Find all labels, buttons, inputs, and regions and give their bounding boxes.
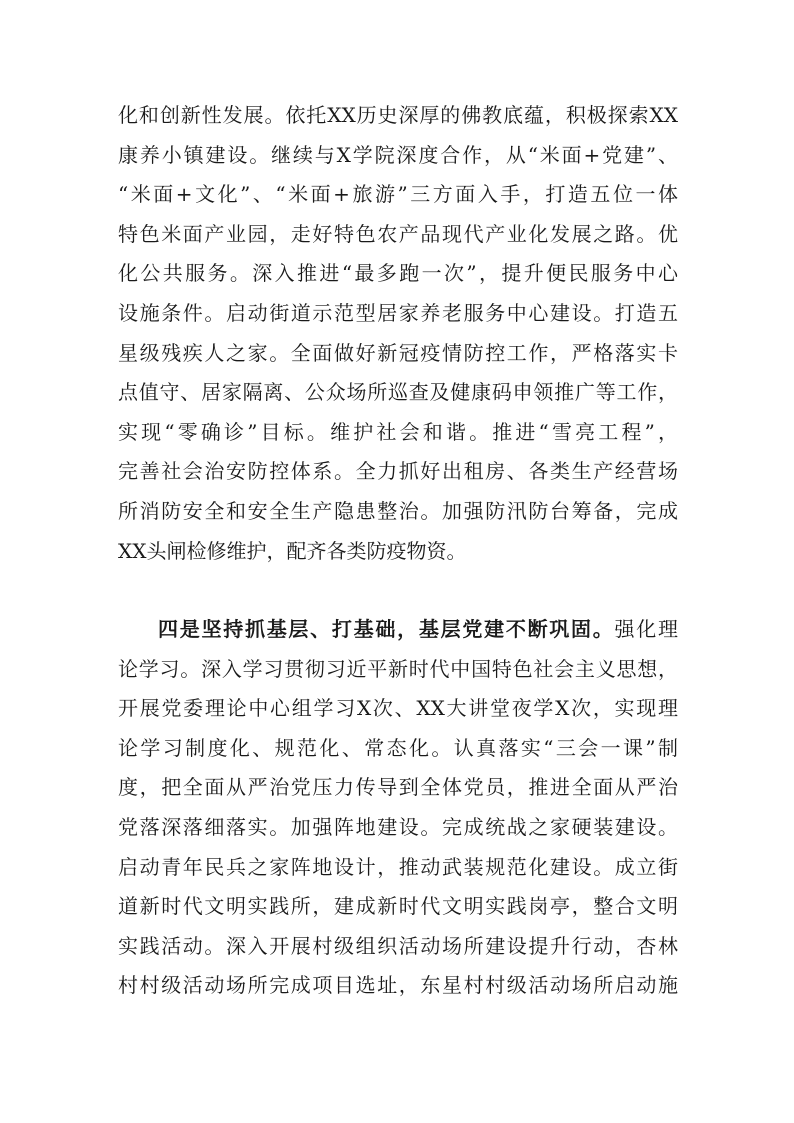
text-line: 实现“零确诊”目标。维护社会和谐。推进“雪亮工程”， — [118, 419, 678, 444]
text-line: 度，把全面从严治党压力传导到全体党员，推进全面从严治 — [118, 775, 678, 800]
paragraph-first-line-rest: 强化理 — [614, 617, 678, 641]
text-line: 特色米面产业园，走好特色农产品现代产业化发展之路。优 — [118, 221, 678, 246]
text-line: 设施条件。启动街道示范型居家养老服务中心建设。打造五 — [118, 300, 678, 325]
text-line: 论学习。深入学习贯彻习近平新时代中国特色社会主义思想， — [118, 656, 678, 681]
paragraph-party-building — [118, 610, 678, 1006]
paragraph-heading: 四是坚持抓基层、打基础，基层党建不断巩固。 — [158, 617, 615, 641]
text-line: 完善社会治安防控体系。全力抓好出租房、各类生产经营场 — [118, 459, 678, 484]
paragraph-public-services — [118, 96, 678, 571]
text-line: 开展党委理论中心组学习X次、XX大讲堂夜学X次，实现理 — [118, 696, 678, 721]
text-line: 论学习制度化、规范化、常态化。认真落实“三会一课”制 — [118, 735, 678, 760]
text-line: 所消防安全和安全生产隐患整治。加强防汛防台筹备，完成 — [118, 498, 678, 523]
text-line: 康养小镇建设。继续与X学院深度合作，从“米面+党建”、 — [118, 142, 678, 167]
text-line: 党落深落细落实。加强阵地建设。完成统战之家硬装建设。 — [118, 814, 678, 839]
text-line: XX头闸检修维护，配齐各类防疫物资。 — [118, 538, 467, 563]
text-line: 化和创新性发展。依托XX历史深厚的佛教底蕴，积极探索XX — [118, 103, 678, 127]
text-line: 道新时代文明实践所，建成新时代文明实践岗亭，整合文明 — [118, 894, 678, 919]
text-line: 启动青年民兵之家阵地设计，推动武装规范化建设。成立街 — [118, 854, 678, 879]
text-line: 星级残疾人之家。全面做好新冠疫情防控工作，严格落实卡 — [118, 340, 678, 365]
text-line: 村村级活动场所完成项目选址，东星村村级活动场所启动施 — [118, 973, 678, 998]
text-line: 点值守、居家隔离、公众场所巡查及健康码申领推广等工作， — [118, 380, 678, 405]
text-line: 实践活动。深入开展村级组织活动场所建设提升行动，杏林 — [118, 933, 678, 958]
text-line: 化公共服务。深入推进“最多跑一次”，提升便民服务中心 — [118, 261, 678, 286]
paragraph-first-line — [118, 610, 678, 650]
text-line: “米面+文化”、“米面+旅游”三方面入手，打造五位一体 — [118, 182, 678, 207]
